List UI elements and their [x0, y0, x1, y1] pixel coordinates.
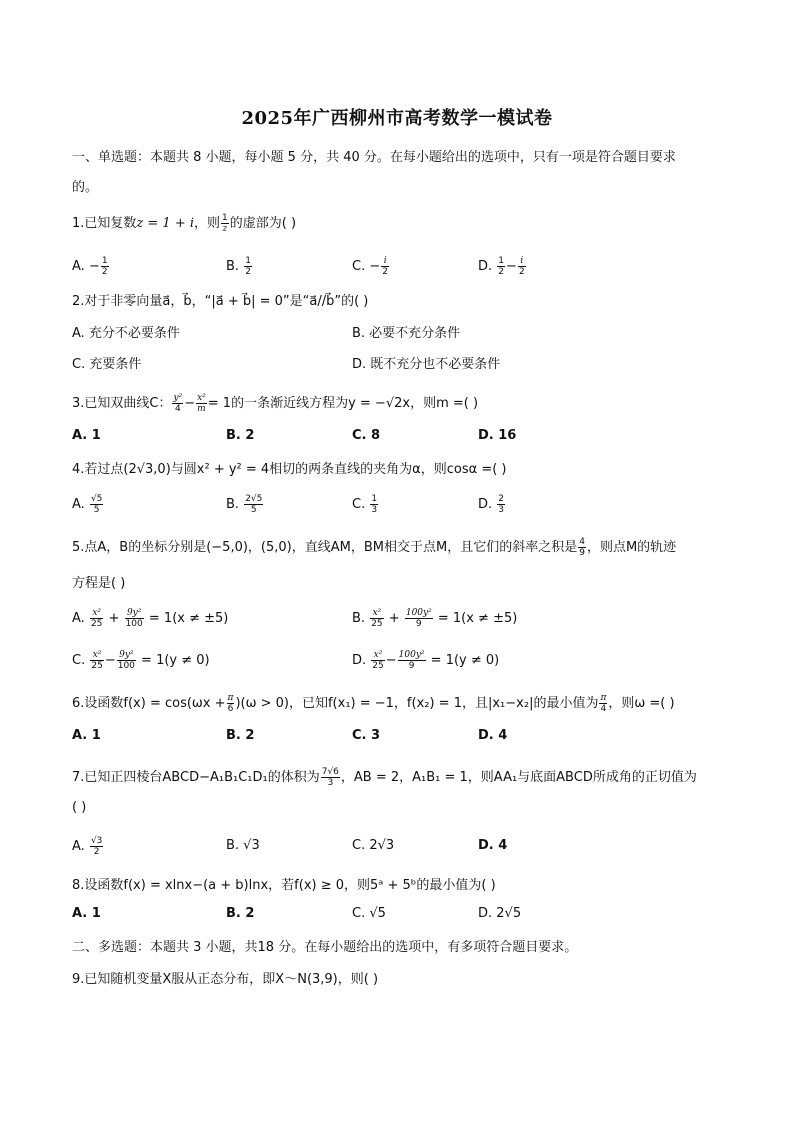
q1-opt-a-den: 2 [101, 267, 108, 277]
q7-frac [321, 767, 340, 788]
q3-post: = 1的一条渐近线方程为y = −√2x，则m =( ) [207, 396, 479, 411]
q1-opt-a-label: A. [72, 259, 85, 274]
q6-frac2-den: 4 [600, 704, 607, 714]
q9-stem-text: 9.已知随机变量X服从正态分布，即X～N(3,9)，则( ) [72, 972, 379, 987]
q7-option-b[interactable]: B. √3 [226, 838, 260, 853]
q4-opt-a-frac [90, 494, 103, 515]
q5-option-d[interactable] [352, 650, 499, 671]
section1-heading [72, 146, 676, 165]
q7-option-c[interactable]: C. 2√3 [352, 838, 395, 853]
q1-frac-den: z [222, 224, 228, 234]
q5-opt-a-plus: + [108, 611, 120, 626]
q1-option-c[interactable] [352, 256, 390, 277]
q5-line2: 方程是( ) [72, 576, 126, 591]
question-5-stem [72, 536, 676, 558]
q1-opt-c-label: C. [352, 259, 366, 274]
q5-opt-b-den2: 9 [415, 619, 422, 629]
q2-option-c[interactable]: C. 充要条件 [72, 357, 142, 372]
q7-line2: ( ) [72, 800, 87, 815]
q6-frac1-num: π [227, 693, 234, 703]
q4-opt-a-den: 5 [93, 505, 100, 515]
q1-opt-b-num: 1 [245, 256, 251, 266]
q2-stem-text: 2.对于非零向量a⃗，b⃗，“|a⃗ + b⃗| = 0”是“a⃗//b⃗”的( ) [72, 294, 369, 309]
q4-option-d[interactable] [478, 494, 506, 515]
question-4-stem [72, 458, 507, 477]
section1-line2: 的。 [72, 180, 99, 195]
q5-opt-a-num1: x² [90, 608, 103, 619]
q1-opt-a-minus: − [88, 259, 100, 274]
q5-frac [578, 537, 586, 558]
q5-opt-d-num2: 100y² [398, 650, 425, 660]
q1-frac-num: 1 [222, 213, 228, 223]
q4-option-c[interactable] [352, 494, 379, 515]
q6-option-a[interactable]: A. 1 [72, 728, 101, 743]
q6-post: )(ω > 0)，已知f(x₁) = −1，f(x₂) = 1，且|x₁−x₂|的最小值为 [235, 696, 599, 711]
q7-post: ，AB = 2，A₁B₁ = 1，则AA₁与底面ABCD所成角的正切值为 [340, 770, 697, 785]
q5-opt-b-den1: 25 [371, 619, 383, 629]
q6-option-c[interactable]: C. 3 [352, 728, 381, 743]
q4-opt-c-frac [370, 494, 378, 515]
q7-opt-a-frac [90, 836, 103, 857]
q5-opt-a-den1: 25 [90, 619, 103, 629]
page-title: 2025年广西柳州市高考数学一模试卷 [241, 108, 553, 129]
q5-opt-d-label: D. [352, 653, 367, 668]
q1-opt-b-den: 2 [245, 267, 251, 277]
q5-post: ，则点M的轨迹 [586, 540, 677, 555]
section1-heading-cont [72, 176, 98, 195]
question-5-stem-cont [72, 572, 125, 591]
q7-frac-den: 3 [327, 778, 334, 788]
q5-opt-a-label: A. [72, 611, 85, 626]
q1-opt-b-frac [244, 256, 252, 277]
q5-frac-num: 4 [579, 537, 585, 547]
q1-opt-b-label: B. [226, 259, 240, 274]
q5-frac-den: 9 [579, 548, 585, 558]
q3-frac2-den: m [197, 404, 206, 414]
q4-opt-b-den: 5 [250, 505, 257, 515]
q6-end: ，则ω =( ) [608, 696, 675, 711]
q1-opt-d-frac2 [518, 256, 526, 277]
q5-opt-c-minus: − [104, 653, 116, 668]
q3-option-c[interactable]: C. 8 [352, 428, 381, 443]
q3-option-a[interactable]: A. 1 [72, 428, 101, 443]
question-8-stem [72, 874, 496, 893]
question-9-stem [72, 968, 378, 987]
q4-opt-a-num: √5 [90, 494, 103, 504]
q5-opt-c-tail: = 1(y ≠ 0) [141, 653, 210, 668]
q8-option-c[interactable]: C. √5 [352, 906, 386, 921]
q8-option-a[interactable]: A. 1 [72, 906, 101, 921]
q5-opt-b-num1: x² [370, 608, 383, 619]
q4-opt-c-den: 3 [371, 505, 378, 515]
q6-pre: 6.设函数f(x) = cos(ωx + [72, 696, 226, 711]
q5-opt-a-num2: 9y² [125, 608, 144, 619]
q4-opt-c-num: 1 [371, 494, 378, 504]
q7-opt-a-num: √3 [90, 836, 103, 846]
q4-option-b[interactable] [226, 494, 264, 515]
q1-opt-d-num2: i [518, 256, 526, 267]
q4-opt-b-num: 2√5 [245, 494, 263, 504]
q2-option-d[interactable]: D. 既不充分也不必要条件 [352, 357, 501, 372]
q1-post: 的虚部为( ) [229, 216, 297, 231]
q1-opt-a-frac [101, 256, 109, 277]
q5-option-a[interactable] [72, 608, 228, 629]
q4-option-a[interactable] [72, 494, 104, 515]
q5-opt-d-minus: − [385, 653, 397, 668]
q5-opt-b-frac1 [370, 608, 383, 629]
q1-opt-d-minus: − [506, 259, 517, 274]
q5-opt-c-label: C. [72, 653, 86, 668]
q1-opt-c-minus: − [369, 259, 381, 274]
q4-opt-d-label: D. [478, 497, 493, 512]
question-7-stem [72, 766, 697, 788]
q1-opt-d-frac1 [497, 256, 505, 277]
q3-option-b[interactable]: B. 2 [226, 428, 255, 443]
q5-opt-c-den2: 100 [117, 661, 135, 671]
q5-opt-b-num2: 100y² [405, 608, 432, 618]
q6-frac1-den: 6 [227, 704, 234, 714]
q7-frac-num: 7√6 [321, 767, 339, 777]
q7-opt-a-label: A. [72, 839, 85, 854]
q1-pre: 1.已知复数 [72, 216, 137, 231]
q5-opt-d-tail: = 1(y ≠ 0) [430, 653, 500, 668]
q3-frac1-num: y² [173, 393, 183, 403]
q4-opt-a-label: A. [72, 497, 85, 512]
q4-opt-b-frac [244, 494, 263, 515]
q7-pre: 7.已知正四棱台ABCD−A₁B₁C₁D₁的体积为 [72, 770, 320, 785]
q1-opt-d-den1: 2 [498, 267, 505, 277]
section2-heading [72, 936, 577, 955]
q4-opt-b-label: B. [226, 497, 240, 512]
q8-option-b[interactable]: B. 2 [226, 906, 255, 921]
q1-opt-c-num: i [381, 256, 389, 267]
q5-option-b[interactable] [352, 608, 517, 629]
q1-frac [221, 213, 229, 234]
q2-option-a[interactable]: A. 充分不必要条件 [72, 326, 180, 341]
q1-opt-d-label: D. [478, 259, 493, 274]
q7-option-a[interactable] [72, 836, 104, 857]
q5-opt-d-num1: x² [371, 650, 384, 661]
q6-frac2-num: π [600, 693, 607, 703]
question-7-stem-cont [72, 800, 86, 815]
q5-opt-a-den2: 100 [125, 619, 143, 629]
q1-mid: ，则 [194, 216, 221, 231]
q3-frac1-den: 4 [174, 404, 181, 414]
q5-pre: 5.点A，B的坐标分别是(−5,0)，(5,0)，直线AM，BM相交于点M，且它们的斜率之积是 [72, 540, 578, 555]
q5-opt-c-num1: x² [90, 650, 103, 661]
q4-opt-d-frac [497, 494, 505, 515]
question-6-stem [72, 692, 675, 714]
q4-opt-d-num: 2 [498, 494, 505, 504]
q5-opt-b-plus: + [388, 611, 400, 626]
q5-opt-d-frac2 [398, 650, 426, 671]
q5-opt-b-label: B. [352, 611, 366, 626]
q6-frac2 [599, 693, 607, 714]
q5-opt-c-den1: 25 [91, 661, 103, 671]
section1-line1: 一、单选题：本题共 8 小题，每小题 5 分，共 40 分。在每小题给出的选项中，只有一项是符合题目要求 [72, 150, 676, 165]
q7-opt-a-den: 2 [93, 847, 100, 857]
q3-option-d[interactable]: D. 16 [478, 428, 517, 443]
q1-expr: z = 1 + i [136, 216, 194, 231]
q5-opt-b-tail: = 1(x ≠ ±5) [437, 611, 518, 626]
q2-option-b[interactable]: B. 必要不充分条件 [352, 326, 461, 341]
question-1-stem [72, 212, 296, 234]
q7-option-d[interactable]: D. 4 [478, 838, 508, 853]
q5-opt-c-frac1 [90, 650, 103, 671]
q1-opt-a-num: 1 [101, 256, 108, 266]
q5-opt-a-frac1 [90, 608, 103, 629]
q8-stem-text: 8.设函数f(x) = xlnx−(a + b)lnx，若f(x) ≥ 0，则5ᵃ + 5ᵇ的最小值为( ) [72, 878, 496, 893]
q5-opt-a-tail: = 1(x ≠ ±5) [148, 611, 229, 626]
q3-frac2-num: x² [197, 393, 206, 403]
q1-opt-c-frac [381, 256, 389, 277]
q4-opt-d-den: 3 [498, 505, 505, 515]
q5-opt-c-frac2 [117, 650, 136, 671]
q5-opt-b-frac2 [405, 608, 433, 629]
q8-option-d[interactable]: D. 2√5 [478, 906, 522, 921]
q1-opt-d-num1: 1 [498, 256, 505, 266]
q5-opt-d-frac1 [371, 650, 384, 671]
q5-opt-d-den1: 25 [372, 661, 384, 671]
q1-opt-c-den: 2 [382, 267, 388, 277]
q1-option-b[interactable] [226, 256, 253, 277]
q5-option-c[interactable] [72, 650, 210, 671]
q3-minus: − [184, 396, 196, 411]
q4-stem-text: 4.若过点(2√3,0)与圆x² + y² = 4相切的两条直线的夹角为α，则cosα =( ) [72, 462, 507, 477]
q5-opt-c-num2: 9y² [117, 650, 136, 661]
q3-frac1 [172, 393, 183, 414]
q6-option-d[interactable]: D. 4 [478, 728, 508, 743]
q6-frac1 [227, 693, 235, 714]
q1-opt-d-den2: 2 [518, 267, 525, 277]
q1-option-d[interactable] [478, 256, 527, 277]
section2-line1: 二、多选题：本题共 3 小题，共18 分。在每小题给出的选项中，有多项符合题目要求。 [72, 940, 578, 955]
question-3-stem [72, 392, 478, 414]
q1-option-a[interactable] [72, 256, 110, 277]
q5-opt-a-frac2 [125, 608, 144, 629]
q3-pre: 3.已知双曲线C： [72, 396, 172, 411]
q3-frac2 [196, 393, 207, 414]
q6-option-b[interactable]: B. 2 [226, 728, 255, 743]
q5-opt-d-den2: 9 [408, 661, 415, 671]
question-2-stem [72, 290, 368, 309]
q4-opt-c-label: C. [352, 497, 366, 512]
